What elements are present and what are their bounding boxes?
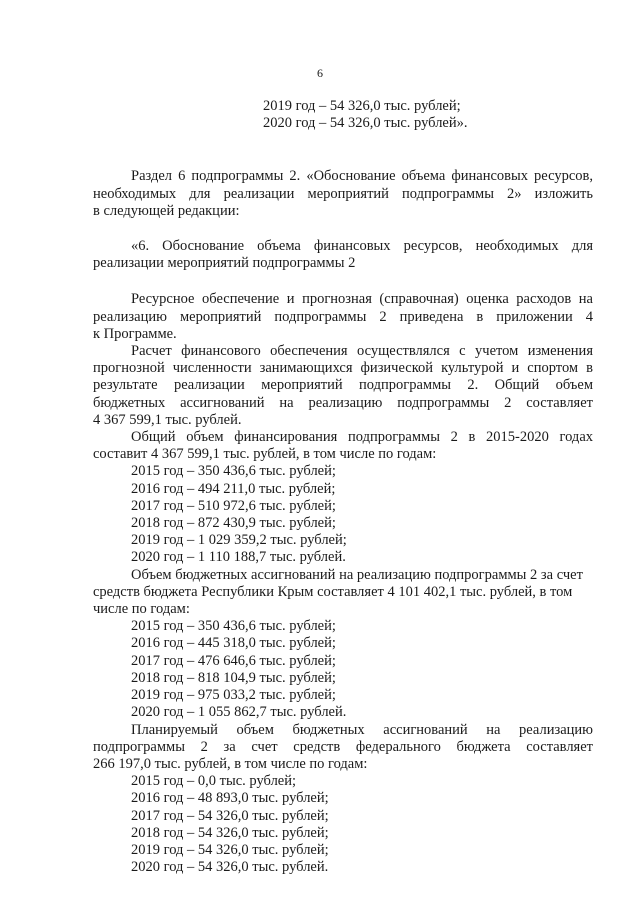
years-crimea-list <box>93 618 593 721</box>
text-line: 4 367 599,1 тыс. рублей. <box>93 411 242 428</box>
list-item: 2020 год – 1 110 188,7 тыс. рублей. <box>131 549 346 566</box>
text-line: составит 4 367 599,1 тыс. рублей, в том числе по годам: <box>93 446 437 463</box>
text-line: Общий объем финансирования подпрограммы 2 в 2015-2020 годах <box>131 429 593 446</box>
years-federal-list <box>93 773 593 876</box>
list-item: 2017 год – 54 326,0 тыс. рублей; <box>131 807 329 824</box>
text-line: 2019 год – 54 326,0 тыс. рублей; <box>263 98 461 114</box>
text-line: бюджетных ассигнований на реализацию подпрограммы 2 составляет <box>93 394 593 411</box>
text-line: реализации мероприятий подпрограммы 2 <box>93 255 356 272</box>
paragraph-federal-budget <box>93 722 593 774</box>
text-line: подпрограммы 2 за счет средств федерального бюджета составляет <box>93 738 593 755</box>
section-intro <box>93 168 593 220</box>
paragraph-total-financing <box>93 429 593 463</box>
paragraph-crimea-budget <box>93 567 593 619</box>
text-line: числе по годам: <box>93 601 190 618</box>
text-line: 266 197,0 тыс. рублей, в том числе по годам: <box>93 755 368 772</box>
list-item: 2015 год – 350 436,6 тыс. рублей; <box>131 618 336 635</box>
list-item: 2015 год – 0,0 тыс. рублей; <box>131 773 297 790</box>
paragraph-calculation <box>93 343 593 429</box>
text-line: прогнозной численности занимающихся физической культурой и спортом в <box>93 360 593 377</box>
text-line: средств бюджета Республики Крым составляет 4 101 402,1 тыс. рублей, в том <box>93 583 573 600</box>
text-line: к Программе. <box>93 325 177 342</box>
text-line: Расчет финансового обеспечения осуществлялся с учетом изменения <box>131 343 593 360</box>
list-item: 2018 год – 818 104,9 тыс. рублей; <box>131 669 336 686</box>
list-item: 2017 год – 510 972,6 тыс. рублей; <box>131 497 336 514</box>
text-line: в следующей редакции: <box>93 202 240 219</box>
text-line: необходимых для реализации мероприятий подпрограммы 2» изложить <box>93 185 593 202</box>
list-item: 2019 год – 54 326,0 тыс. рублей; <box>131 841 329 858</box>
text-line: Планируемый объем бюджетных ассигнований на реализацию <box>131 721 593 738</box>
list-item: 2020 год – 1 055 862,7 тыс. рублей. <box>131 704 347 721</box>
text-line: «6. Обоснование объема финансовых ресурсов, необходимых для <box>131 238 593 255</box>
top-lines <box>93 98 593 132</box>
years-total-list <box>93 463 593 566</box>
list-item: 2018 год – 872 430,9 тыс. рублей; <box>131 515 336 532</box>
list-item: 2016 год – 494 211,0 тыс. рублей; <box>131 480 336 497</box>
list-item: 2019 год – 975 033,2 тыс. рублей; <box>131 687 336 704</box>
document-body <box>93 98 593 876</box>
list-item: 2020 год – 54 326,0 тыс. рублей. <box>131 859 329 876</box>
paragraph-resources <box>93 291 593 343</box>
list-item: 2018 год – 54 326,0 тыс. рублей; <box>131 824 329 841</box>
text-line: 2020 год – 54 326,0 тыс. рублей». <box>263 115 468 132</box>
list-item: 2019 год – 1 029 359,2 тыс. рублей; <box>131 532 347 549</box>
list-item: 2016 год – 445 318,0 тыс. рублей; <box>131 635 336 652</box>
list-item: 2017 год – 476 646,6 тыс. рублей; <box>131 652 336 669</box>
text-line: Объем бюджетных ассигнований на реализацию подпрограммы 2 за счет <box>131 566 583 583</box>
section-title <box>93 238 593 272</box>
text-line: Ресурсное обеспечение и прогнозная (справочная) оценка расходов на <box>131 291 593 308</box>
page-number: 6 <box>317 66 323 80</box>
text-line: Раздел 6 подпрограммы 2. «Обоснование объема финансовых ресурсов, <box>131 168 593 185</box>
text-line: реализацию мероприятий подпрограммы 2 приведена в приложении 4 <box>93 308 593 325</box>
list-item: 2015 год – 350 436,6 тыс. рублей; <box>131 463 336 480</box>
list-item: 2016 год – 48 893,0 тыс. рублей; <box>131 790 329 807</box>
text-line: результате реализации мероприятий подпрограммы 2. Общий объем <box>93 377 593 394</box>
